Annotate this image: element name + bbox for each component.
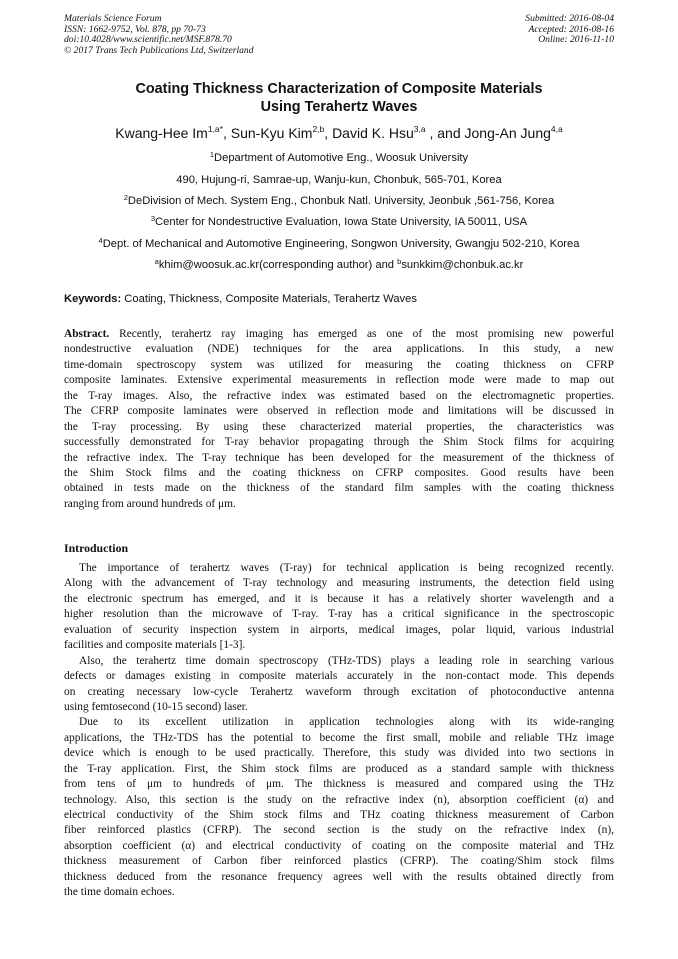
text-line: defects or damages existing in composite materials accurately in the non-contact mode. This depends <box>64 670 614 683</box>
affiliation-text: Dept. of Mechanical and Automotive Engineering, Songwon University, Gwangju 502-210, Korea <box>102 238 580 250</box>
affiliation-text: Department of Automotive Eng., Woosuk University <box>214 152 469 164</box>
text-line: obtained in tests made on the thickness of the standard film samples with the coating thickness <box>64 482 614 495</box>
text-line: from tens of μm to hundreds of μm. The thickness is measured and compared using the THz <box>64 778 614 791</box>
affiliation-mark: 1 <box>209 150 215 159</box>
author-affiliation-mark: 2,b <box>312 124 325 134</box>
online-date: Online: 2016-11-10 <box>538 34 614 46</box>
author-list <box>20 124 658 142</box>
journal-name: Materials Science Forum <box>64 13 162 24</box>
affiliation-4 <box>20 237 658 251</box>
keywords-label: Keywords: <box>64 293 122 305</box>
email-link[interactable]: khim@woosuk.ac.kr(corresponding author) and <box>158 259 398 271</box>
introduction-body <box>64 561 614 901</box>
author-name: David K. Hsu <box>332 125 414 141</box>
text-line: the electronic spectrum has emerged, and it is because it has a relatively shorter wavelength and a <box>64 592 614 605</box>
paper-title <box>40 80 638 116</box>
author-name: Sun-Kyu Kim <box>230 125 313 141</box>
text-line: Also, the terahertz time domain spectroscopy (THz-TDS) plays a leading role in searching various <box>79 654 614 667</box>
text-line: Due to its excellent utilization in application technologies along with its wide-ranging <box>79 716 614 729</box>
affiliation-text: 490, Hujung-ri, Samrae-up, Wanju-kun, Chonbuk, 565-701, Korea <box>176 174 502 186</box>
email-link[interactable]: sunkkim@chonbuk.ac.kr <box>401 259 524 271</box>
text-line: the T-ray images. Also, the refractive index was estimated based on the electromagnetic properties. <box>64 389 614 402</box>
text-line: the time domain echoes. <box>64 886 175 899</box>
abstract-label: Abstract. <box>64 328 110 340</box>
paper-title-line-2: Using Terahertz Waves <box>260 99 418 115</box>
author-separator: , <box>222 125 231 141</box>
text-line: on creating necessary low-cycle Terahertz waveform through excitation of photoconductive antenna <box>64 685 614 698</box>
text-line: the T-ray processing. By using these characterized material properties, the characteristics was <box>64 420 614 433</box>
text-line: ranging from around hundreds of μm. <box>64 497 236 510</box>
text-line: applications, the THz-TDS has the potential to become the first small, mobile and reliable THz image <box>64 731 614 744</box>
submission-dates <box>525 14 614 46</box>
author-affiliation-mark: 1,a* <box>207 124 223 134</box>
text-line: facilities and composite materials [1-3]. <box>64 639 246 652</box>
abstract <box>64 327 614 512</box>
text-line: the T-ray application. First, the Shim stock films are produced as a standard sample with thickness <box>64 762 614 775</box>
affiliation-1-address <box>20 173 658 187</box>
text-line: evaluation of security inspection system in airports, medical images, polar liquid, various industrial <box>64 623 614 636</box>
text-line: fiber reinforced plastics (CFRP). The second section is the study on the refractive index (n), <box>64 824 614 837</box>
affiliation-text: DeDivision of Mech. System Eng., Chonbuk Natl. University, Jeonbuk ,561-756, Korea <box>127 195 555 207</box>
text-line: the refractive index. The T-ray technique has been developed for the measurement of the thickness of <box>64 451 614 464</box>
text-line-content: Recently, terahertz ray imaging has emerged as one of the most promising new powerful <box>109 328 614 340</box>
keywords <box>64 292 417 306</box>
text-line: The CFRP composite laminates were observed in reflection mode and limitations will be discussed in <box>64 405 614 418</box>
author-name: Jong-An Jung <box>464 125 551 141</box>
text-line: successfully demonstrated for T-ray behavior propagating through the Shim Stock films for acquiring <box>64 436 614 449</box>
journal-doi[interactable]: doi:10.4028/www.scientific.net/MSF.878.70 <box>64 34 232 46</box>
author-name: Kwang-Hee Im <box>115 125 208 141</box>
journal-info <box>64 14 254 56</box>
affiliation-2 <box>20 194 658 208</box>
text-line: using femtosecond (10-15 second) laser. <box>64 700 248 713</box>
section-heading-introduction: Introduction <box>64 541 129 555</box>
text-line: electrical conductivity of the Shim stock films and THz coating thickness measurement of Carbon <box>64 809 614 821</box>
author-separator: , <box>324 125 333 141</box>
text-line: thickness deduced from the resonance frequency agrees well with the results obtained directly from <box>64 870 614 883</box>
text-line: device which is enough to be used practically. Therefore, this study was divided into two sections in <box>64 747 614 760</box>
text-line: nondestructive evaluation (NDE) techniques for the area applications. In this study, a new <box>64 343 614 356</box>
affiliation-mark: 4 <box>98 236 103 245</box>
text-line: technology. Also, this section is the study on the refractive index (n), absorption coefficient (α) and <box>64 793 614 806</box>
text-line: thickness measurement of Carbon fiber reinforced plastics (CFRP). The coating/Shim stock films <box>64 855 614 868</box>
text-line <box>64 327 614 342</box>
text-line: time-domain spectroscopy system was utilized for measuring the coating thickness on CFRP <box>64 358 614 371</box>
author-separator: , and <box>425 125 465 141</box>
text-line: Along with the advancement of T-ray technology and measuring instruments, the detection field using <box>64 577 614 590</box>
email-mark: b <box>397 257 402 266</box>
text-line: absorption coefficient (α) and electrical conductivity of coating on the composite material and THz <box>64 839 614 852</box>
submitted-date: Submitted: 2016-08-04 <box>525 13 614 24</box>
text-line: higher resolution than the microwave of T-ray. T-ray has a critical significance in the spectroscopic <box>64 608 614 621</box>
text-line: the Shim Stock films and the coating thickness on CFRP composites. Good results have been <box>64 466 614 479</box>
email-mark: a <box>154 257 159 266</box>
affiliation-mark: 2 <box>123 193 128 202</box>
accepted-date: Accepted: 2016-08-16 <box>528 23 614 35</box>
affiliation-3 <box>20 215 658 229</box>
paper-title-line-1: Coating Thickness Characterization of Composite Materials <box>135 81 543 97</box>
author-emails <box>20 258 658 272</box>
affiliation-text: Center for Nondestructive Evaluation, Iowa State University, IA 50011, USA <box>155 216 528 228</box>
author-affiliation-mark: 4,a <box>550 124 563 134</box>
text-line: The importance of terahertz waves (T-ray) for technical application is being recognized recently. <box>79 562 614 574</box>
author-affiliation-mark: 3,a <box>413 124 426 134</box>
affiliation-mark: 3 <box>150 214 156 223</box>
affiliation-1 <box>20 151 658 165</box>
text-line: composite laminates. Extensive experimental measurements in reflection mode were made to map out <box>64 374 614 387</box>
journal-issn: ISSN: 1662-9752, Vol. 878, pp 70-73 <box>64 23 206 35</box>
journal-copyright: © 2017 Trans Tech Publications Ltd, Switzerland <box>64 44 254 56</box>
keywords-text: Coating, Thickness, Composite Materials, Terahertz Waves <box>121 293 417 305</box>
